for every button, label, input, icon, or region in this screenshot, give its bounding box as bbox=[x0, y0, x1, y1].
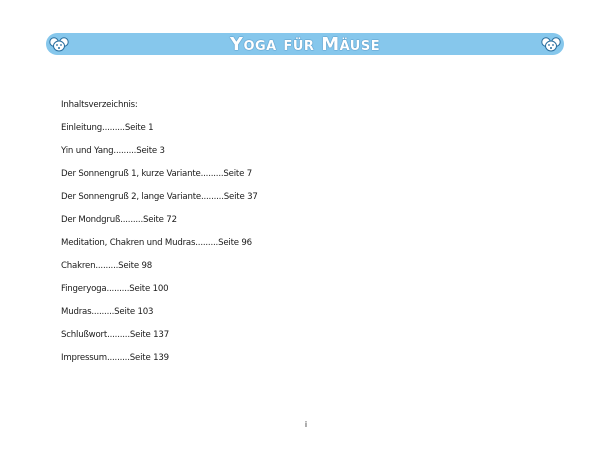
toc-entry-yin-und-yang: Yin und Yang.........Seite 3 bbox=[61, 146, 165, 156]
toc-heading: Inhaltsverzeichnis: bbox=[61, 100, 138, 110]
toc-entry-sonnengruss-2: Der Sonnengruß 2, lange Variante.........Seite 37 bbox=[61, 192, 258, 202]
table-of-contents bbox=[61, 100, 258, 376]
mouse-face-icon bbox=[541, 34, 561, 54]
toc-entry-impressum: Impressum.........Seite 139 bbox=[61, 353, 169, 363]
page-number: i bbox=[304, 420, 308, 429]
toc-entry-sonnengruss-1: Der Sonnengruß 1, kurze Variante.........Seite 7 bbox=[61, 169, 252, 179]
page-title: Yoga für Mäuse bbox=[229, 34, 381, 55]
toc-entry-meditation: Meditation, Chakren und Mudras.........Seite 96 bbox=[61, 238, 252, 248]
toc-entry-fingeryoga: Fingeryoga.........Seite 100 bbox=[61, 284, 169, 294]
toc-entry-chakren: Chakren.........Seite 98 bbox=[61, 261, 153, 271]
toc-entry-schlusswort: Schlußwort.........Seite 137 bbox=[61, 330, 169, 340]
toc-entry-mudras: Mudras.........Seite 103 bbox=[61, 307, 154, 317]
title-banner bbox=[46, 33, 564, 55]
toc-entry-einleitung: Einleitung.........Seite 1 bbox=[61, 123, 154, 133]
toc-entry-mondgruss: Der Mondgruß.........Seite 72 bbox=[61, 215, 177, 225]
